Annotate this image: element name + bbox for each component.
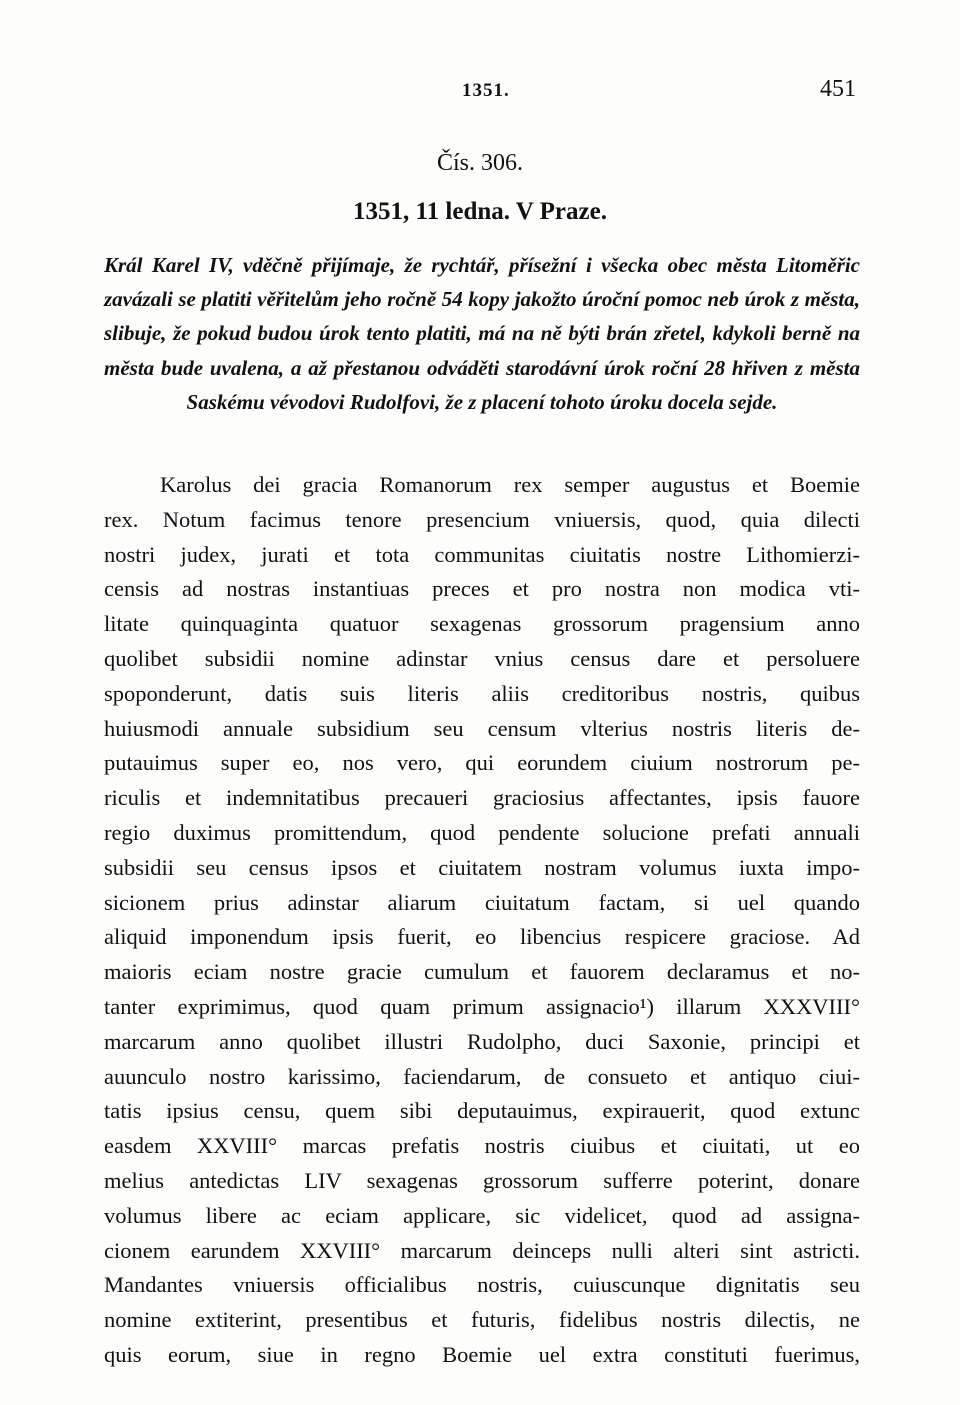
text-line: spoponderunt, datis suis literis aliis creditoribus nostris, quibus xyxy=(104,680,860,706)
text-line: nomine extiterint, presentibus et futuris, fidelibus nostris dilectis, ne xyxy=(104,1307,860,1333)
czech-summary: Král Karel IV, vděčně přijímaje, že rychtář, přísežní i všecka obec města Litoměřic zavázali se platiti věřitelům jeho ročně 54 kopy jakožto úroční pomoc neb úrok z města, slibuje, že pokud budou úrok tento platiti, má na ně býti brán zřetel, kdykoli berně na města bude uvalena, a až přestanou odváděti starodávní úrok roční 28 hřiven z města Saskému vévodovi Rudolfovi, že z placení tohoto úroku docela sejde. xyxy=(104,253,860,414)
text-line: huiusmodi annuale subsidium seu censum vlterius nostris literis de- xyxy=(104,715,860,741)
text-line: marcarum anno quolibet illustri Rudolpho, duci Saxonie, principi et xyxy=(104,1028,860,1054)
text-line: riculis et indemnitatibus precaueri graciosius affectantes, ipsis fauore xyxy=(104,785,860,811)
text-line: quolibet subsidii nomine adinstar vnius census dare et persoluere xyxy=(104,645,860,671)
text-line: auunculo nostro karissimo, faciendarum, de consueto et antiquo ciui- xyxy=(104,1063,860,1089)
document-number: Čís. 306. xyxy=(436,150,523,176)
text-line: Mandantes vniuersis officialibus nostris, cuiuscunque dignitatis seu xyxy=(104,1272,860,1298)
text-line: cionem earundem XXVIII° marcarum deinceps nulli alteri sint astricti. xyxy=(104,1237,860,1263)
date-place-heading: 1351, 11 ledna. V Praze. xyxy=(353,198,607,225)
text-line: maioris eciam nostre gracie cumulum et fauorem declaramus et no- xyxy=(104,959,860,985)
text-line: subsidii seu census ipsos et ciuitatem nostram volumus iuxta impo- xyxy=(104,854,860,880)
running-head xyxy=(0,76,960,110)
text-line: regio duximus promittendum, quod pendente solucione prefati annuali xyxy=(104,819,860,845)
text-line: litate quinquaginta quatuor sexagenas grossorum pragensium anno xyxy=(104,611,860,637)
text-line: rex. Notum facimus tenore presencium vniuersis, quod, quia dilecti xyxy=(104,506,860,532)
text-line: quis eorum, siue in regno Boemie uel extra constituti fuerimus, xyxy=(104,1341,860,1367)
text-line: Karolus dei gracia Romanorum rex semper augustus et Boemie xyxy=(160,472,860,497)
running-head-year: 1351. xyxy=(462,80,510,101)
text-line: tatis ipsius censu, quem sibi deputauimus, expirauerit, quod extunc xyxy=(104,1098,860,1124)
text-line: sicionem prius adinstar aliarum ciuitatum factam, si uel quando xyxy=(104,889,860,915)
text-line: nostri judex, jurati et tota communitas ciuitatis nostre Lithomierzi- xyxy=(104,541,860,567)
text-line: volumus libere ac eciam applicare, sic videlicet, quod ad assigna- xyxy=(104,1202,860,1228)
text-line: melius antedictas LIV sexagenas grossorum sufferre poterint, donare xyxy=(104,1167,860,1193)
latin-charter-text xyxy=(104,468,860,1373)
text-line: easdem XXVIII° marcas prefatis nostris ciuibus et ciuitati, ut eo xyxy=(104,1133,860,1159)
text-line: aliquid imponendum ipsis fuerit, eo libencius respicere graciose. Ad xyxy=(104,924,860,950)
text-line: putauimus super eo, nos vero, qui eorundem ciuium nostrorum pe- xyxy=(104,750,860,776)
page-number: 451 xyxy=(820,76,856,102)
text-line: tanter exprimimus, quod quam primum assignacio¹) illarum XXXVIII° xyxy=(104,993,860,1019)
text-line: censis ad nostras instantiuas preces et pro nostra non modica vti- xyxy=(104,576,860,602)
